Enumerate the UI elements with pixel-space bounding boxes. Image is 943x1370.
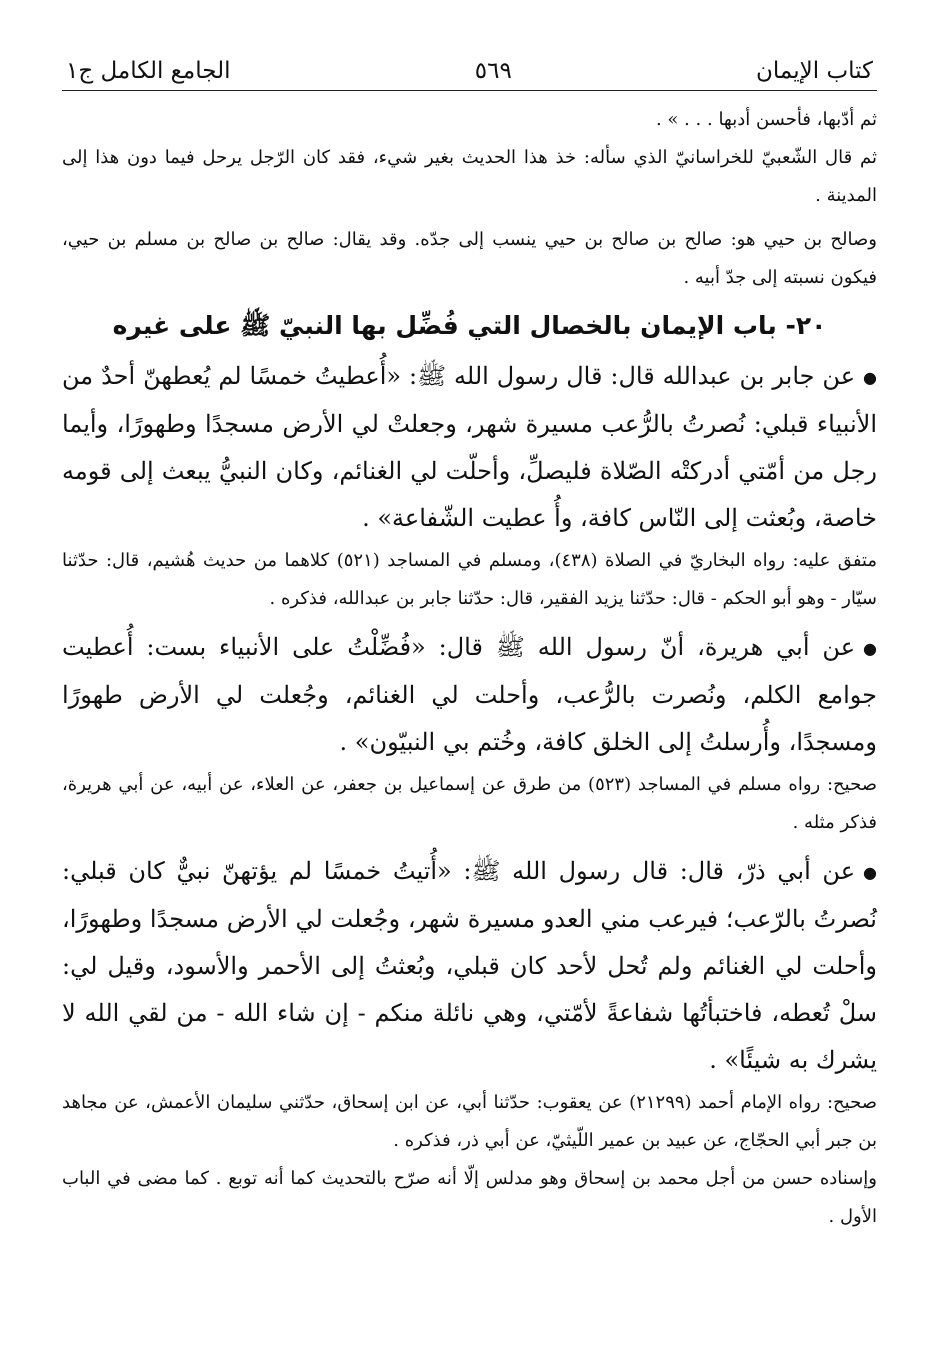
- paragraph-2: ثم قال الشّعبيّ للخراسانيّ الذي سأله: خذ هذا الحديث بغير شيء، فقد كان الرّجل يرحل فيما دون هذا إلى المدينة .: [62, 147, 877, 206]
- paragraph-1: ثم أدّبها، فأحسن أدبها . . . » .: [655, 109, 877, 130]
- bullet-icon: ●: [863, 368, 877, 387]
- hadith-1: [62, 353, 877, 542]
- page-number: ٥٦٩: [474, 58, 512, 84]
- bullet-icon: ●: [863, 863, 877, 882]
- hadith-3-text: عن أبي ذرّ، قال: قال رسول الله ﷺ: «أُتيتُ خمسًا لم يؤتهنّ نبيٌّ كان قبلي: نُصرتُ بالرّعب؛ فيرعب مني العدو مسيرة شهر، وجُعلت لي الأرض مسجدًا وطهورًا، وأحلت لي الغنائم ولم تُحل لأحد كان قبلي، وبُعثتُ إلى الأحمر والأسود، وقيل لي: سلْ تُعطه، فاختبأتُها شفاعةً لأمّتي، وهي نائلة منكم - إن شاء الله - من لقي الله لا يشرك به شيئًا» .: [62, 857, 877, 1074]
- header-book-title: كتاب الإيمان: [756, 58, 873, 84]
- chapter-heading: ٢٠- باب الإيمان بالخصال التي فُضِّل بها النبيّ ﷺ على غيره: [112, 311, 827, 340]
- page-body: [62, 91, 877, 1236]
- bullet-icon: ●: [863, 639, 877, 658]
- running-header: [62, 58, 877, 91]
- note-4: وإسناده حسن من أجل محمد بن إسحاق وهو مدلس إلّا أنه صرّح بالتحديث كما أنه توبع . كما مضى في الباب الأول .: [62, 1168, 877, 1227]
- header-volume-title: الجامع الكامل ج١: [66, 58, 231, 84]
- paragraph-3: وصالح بن حيي هو: صالح بن صالح بن حيي ينسب إلى جدّه. وقد يقال: صالح بن صالح بن مسلم بن حيي، فيكون نسبته إلى جدّ أبيه .: [62, 229, 877, 288]
- hadith-2-text: عن أبي هريرة، أنّ رسول الله ﷺ قال: «فُضِّلْتُ على الأنبياء بست: أُعطيت جوامع الكلم، ونُصرت بالرُّعب، وأحلت لي الغنائم، وجُعلت لي الأرض طهورًا ومسجدًا، وأُرسلتُ إلى الخلق كافة، وخُتم بي النبيّون» .: [62, 633, 877, 756]
- hadith-3: [62, 848, 877, 1084]
- note-1: متفق عليه: رواه البخاريّ في الصلاة (٤٣٨)، ومسلم في المساجد (٥٢١) كلاهما من حديث هُشيم، قال: حدّثنا سيّار - وهو أبو الحكم - قال: حدّثنا يزيد الفقير، قال: حدّثنا جابر بن عبدالله، فذكره .: [62, 550, 877, 609]
- hadith-1-text: عن جابر بن عبدالله قال: قال رسول الله ﷺ: «أُعطيتُ خمسًا لم يُعطهنّ أحدٌ من الأنبياء قبلي: نُصرتُ بالرُّعب مسيرة شهر، وجعلتْ لي الأرض مسجدًا وطهورًا، وأيما رجل من أمّتي أدركتْه الصّلاة فليصلِّ، وأحلّت لي الغنائم، وكان النبيُّ يبعث إلى قومه خاصة، وبُعثت إلى النّاس كافة، وأُ عطيت الشّفاعة» .: [62, 362, 877, 532]
- note-2: صحيح: رواه مسلم في المساجد (٥٢٣) من طرق عن إسماعيل بن جعفر، عن العلاء، عن أبيه، عن أبي هريرة، فذكر مثله .: [62, 774, 877, 833]
- hadith-2: [62, 624, 877, 766]
- note-3: صحيح: رواه الإمام أحمد (٢١٢٩٩) عن يعقوب: حدّثنا أبي، عن ابن إسحاق، حدّثني سليمان الأعمش، عن مجاهد بن جبر أبي الحجّاج، عن عبيد بن عمير اللّيثيّ، عن أبي ذر، فذكره .: [62, 1092, 877, 1151]
